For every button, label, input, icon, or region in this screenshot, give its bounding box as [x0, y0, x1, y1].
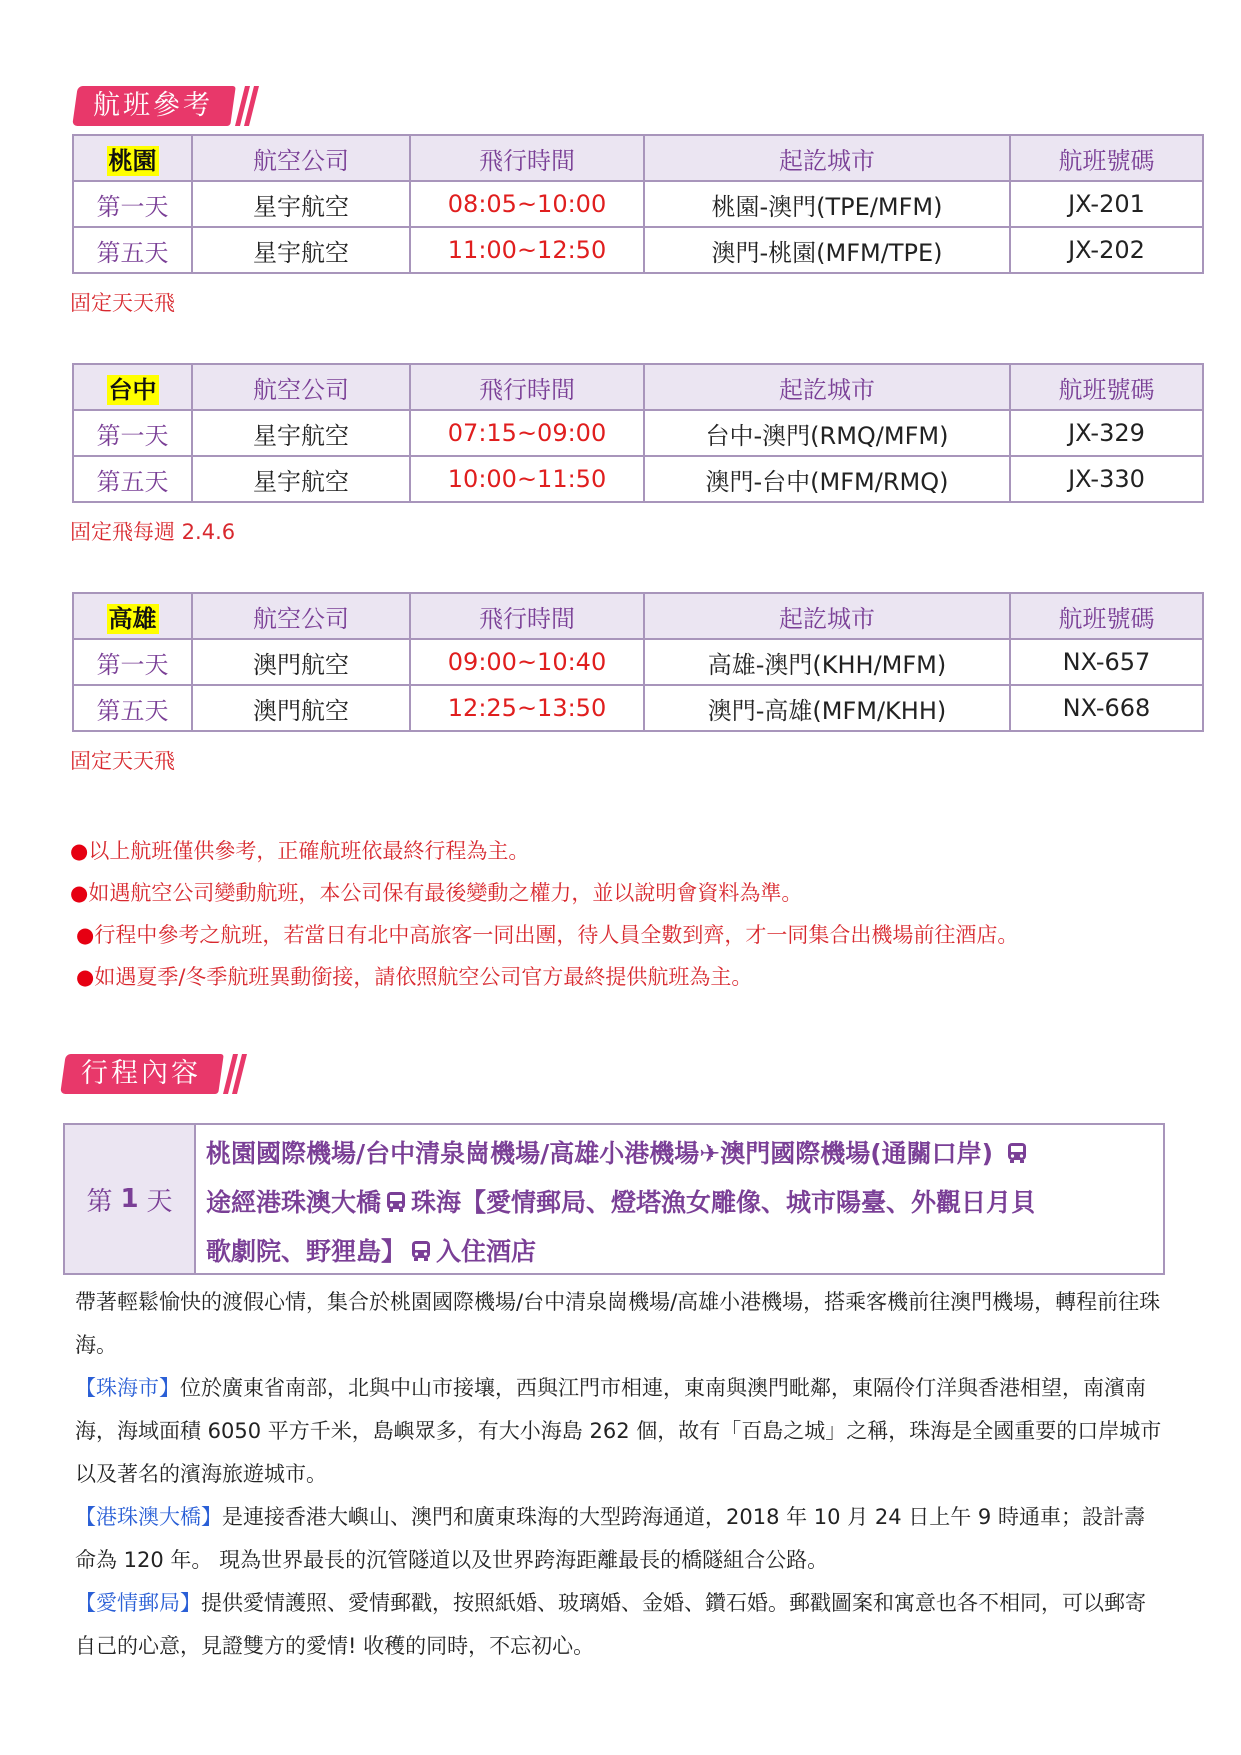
- table-row: [73, 639, 1203, 685]
- list-item: ●如遇夏季/冬季航班異動銜接，請依照航空公司官方最終提供航班為主。: [76, 965, 753, 989]
- header-route: 起訖城市: [644, 135, 1010, 181]
- section-bars-icon: [228, 1054, 246, 1094]
- route-cell: 澳門-桃園(MFM/TPE): [644, 227, 1010, 273]
- time-cell: 12:25~13:50: [410, 685, 644, 731]
- itinerary-section-header: [63, 1054, 246, 1094]
- day-1-box: [63, 1123, 1165, 1275]
- day-1-description: [75, 1281, 1165, 1668]
- table-row: [73, 410, 1203, 456]
- post-office-keyword: 【愛情郵局】: [75, 1591, 201, 1615]
- header-flight-no: 航班號碼: [1010, 135, 1203, 181]
- time-cell: 08:05~10:00: [410, 181, 644, 227]
- airline-cell: 星宇航空: [192, 227, 410, 273]
- day-1-title-line-1: 桃園國際機場/台中清泉崗機場/高雄小港機場✈澳門國際機場(通關口岸): [206, 1129, 1153, 1178]
- header-flight-no: 航班號碼: [1010, 364, 1203, 410]
- list-item: ●行程中參考之航班，若當日有北中高旅客一同出團，待人員全數到齊，才一同集合出機場前往酒店。: [76, 923, 1019, 947]
- table-note: 固定天天飛: [70, 291, 175, 315]
- route-cell: 台中-澳門(RMQ/MFM): [644, 410, 1010, 456]
- header-flight-no: 航班號碼: [1010, 593, 1203, 639]
- flight-table-taichung: [72, 363, 1204, 503]
- header-route: 起訖城市: [644, 593, 1010, 639]
- flight-no-cell: NX-657: [1010, 639, 1203, 685]
- bullet-dot-icon: ●: [76, 923, 95, 947]
- route-cell: 桃園-澳門(TPE/MFM): [644, 181, 1010, 227]
- day-1-label: 第 1 天: [65, 1125, 196, 1273]
- time-cell: 09:00~10:40: [410, 639, 644, 685]
- list-item: ●以上航班僅供參考，正確航班依最終行程為主。: [70, 839, 530, 863]
- airline-cell: 澳門航空: [192, 685, 410, 731]
- header-airline: 航空公司: [192, 135, 410, 181]
- flights-section-header: [75, 86, 258, 126]
- day-1-title-line-2: 途經港珠澳大橋 珠海【愛情郵局、燈塔漁女雕像、城市陽臺、外觀日月貝: [206, 1188, 1037, 1217]
- airline-cell: 星宇航空: [192, 456, 410, 502]
- table-note: 固定天天飛: [70, 749, 175, 773]
- list-item: ●如遇航空公司變動航班，本公司保有最後變動之權力，並以說明會資料為準。: [70, 881, 803, 905]
- flight-no-cell: JX-329: [1010, 410, 1203, 456]
- header-route: 起訖城市: [644, 364, 1010, 410]
- flight-notes: [70, 830, 1018, 998]
- zhuhai-paragraph: 【珠海市】位於廣東省南部，北與中山市接壤，西與江門市相連，東南與澳門毗鄰，東隔伶仃洋與香港相望，南濱南海，海域面積 6050 平方千米，島嶼眾多，有大小海島 262 個，故有「百島之城」之稱，珠海是全國重要的口岸城市以及著名的濱海旅遊城市。: [75, 1376, 1162, 1486]
- day-1-title: [196, 1125, 1163, 1273]
- origin-cell: 台中: [73, 364, 192, 410]
- day-1-title-line-3: 歌劇院、野狸島】 入住酒店: [206, 1237, 537, 1266]
- header-airline: 航空公司: [192, 593, 410, 639]
- airline-cell: 星宇航空: [192, 410, 410, 456]
- origin-cell: 桃園: [73, 135, 192, 181]
- header-time: 飛行時間: [410, 364, 644, 410]
- bus-icon: [385, 1191, 407, 1213]
- table-row: [73, 181, 1203, 227]
- bridge-keyword: 【港珠澳大橋】: [75, 1505, 222, 1529]
- flight-no-cell: JX-202: [1010, 227, 1203, 273]
- intro-paragraph: 帶著輕鬆愉快的渡假心情，集合於桃園國際機場/台中清泉崗機場/高雄小港機場，搭乘客機前往澳門機場，轉程前往珠海。: [75, 1290, 1161, 1357]
- flight-table-taoyuan: [72, 134, 1204, 274]
- day-cell: 第一天: [73, 410, 192, 456]
- route-cell: 高雄-澳門(KHH/MFM): [644, 639, 1010, 685]
- flight-no-cell: NX-668: [1010, 685, 1203, 731]
- day-cell: 第一天: [73, 181, 192, 227]
- table-header-row: [73, 364, 1203, 410]
- route-cell: 澳門-高雄(MFM/KHH): [644, 685, 1010, 731]
- table-row: [73, 456, 1203, 502]
- table-row: [73, 227, 1203, 273]
- bullet-dot-icon: ●: [76, 965, 95, 989]
- flight-table-kaohsiung: [72, 592, 1204, 732]
- zhuhai-keyword: 【珠海市】: [75, 1376, 180, 1400]
- itinerary-section-title: 行程內容: [60, 1054, 224, 1094]
- bus-icon: [1006, 1142, 1028, 1164]
- route-cell: 澳門-台中(MFM/RMQ): [644, 456, 1010, 502]
- time-cell: 11:00~12:50: [410, 227, 644, 273]
- flight-no-cell: JX-201: [1010, 181, 1203, 227]
- day-cell: 第五天: [73, 227, 192, 273]
- header-time: 飛行時間: [410, 135, 644, 181]
- airline-cell: 星宇航空: [192, 181, 410, 227]
- bullet-dot-icon: ●: [70, 881, 89, 905]
- post-office-paragraph: 【愛情郵局】提供愛情護照、愛情郵戳，按照紙婚、玻璃婚、金婚、鑽石婚。郵戳圖案和寓意也各不相同，可以郵寄自己的心意，見證雙方的愛情! 收穫的同時，不忘初心。: [75, 1591, 1146, 1658]
- header-airline: 航空公司: [192, 364, 410, 410]
- bridge-paragraph: 【港珠澳大橋】是連接香港大嶼山、澳門和廣東珠海的大型跨海通道，2018 年 10 月 24 日上午 9 時通車；設計壽命為 120 年。 現為世界最長的沉管隧道以及世界跨海距離最長的橋隧組合公路。: [75, 1505, 1145, 1572]
- day-cell: 第五天: [73, 456, 192, 502]
- time-cell: 10:00~11:50: [410, 456, 644, 502]
- table-note: 固定飛每週 2.4.6: [70, 520, 236, 544]
- table-header-row: [73, 135, 1203, 181]
- bus-icon: [410, 1240, 432, 1262]
- origin-cell: 高雄: [73, 593, 192, 639]
- table-row: [73, 685, 1203, 731]
- flights-section-title: 航班參考: [72, 86, 236, 126]
- airline-cell: 澳門航空: [192, 639, 410, 685]
- flight-no-cell: JX-330: [1010, 456, 1203, 502]
- section-bars-icon: [240, 86, 258, 126]
- day-cell: 第一天: [73, 639, 192, 685]
- table-header-row: [73, 593, 1203, 639]
- day-cell: 第五天: [73, 685, 192, 731]
- bullet-dot-icon: ●: [70, 839, 89, 863]
- header-time: 飛行時間: [410, 593, 644, 639]
- time-cell: 07:15~09:00: [410, 410, 644, 456]
